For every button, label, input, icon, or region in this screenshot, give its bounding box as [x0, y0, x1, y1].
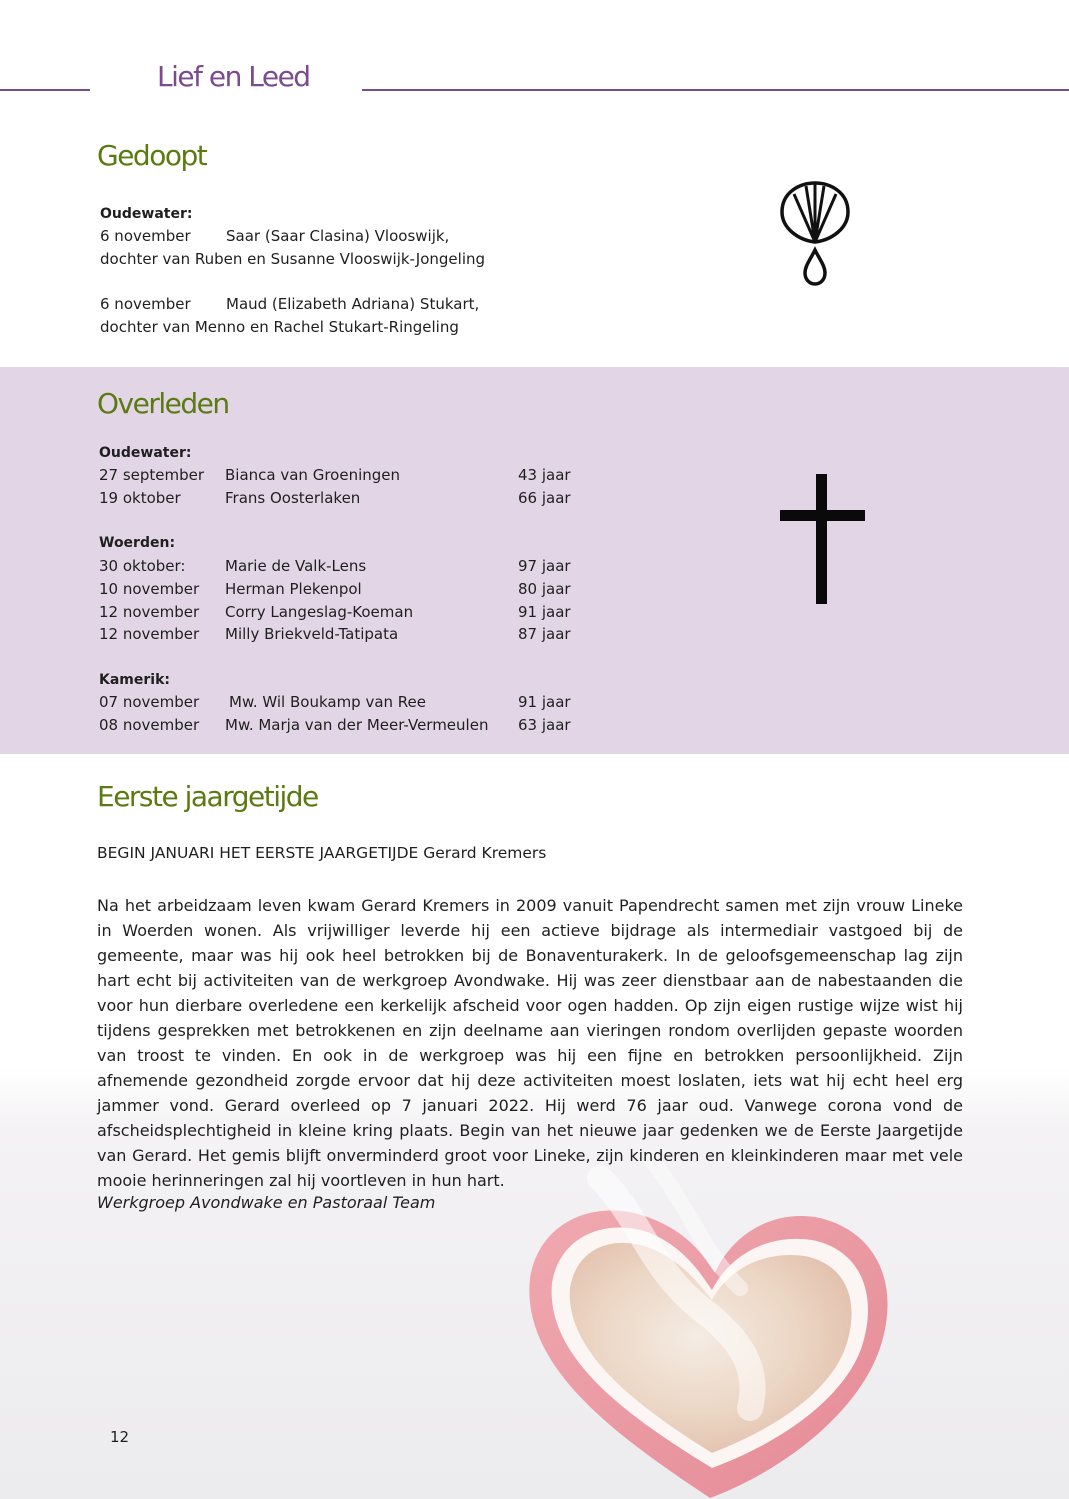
- gedoopt-date-1: 6 november: [100, 227, 191, 245]
- header-rule-left: [0, 89, 90, 91]
- gedoopt-parents-1: dochter van Ruben en Susanne Vlooswijk-Jongeling: [100, 250, 486, 268]
- overleden-name: Milly Briekveld-Tatipata: [225, 625, 399, 643]
- overleden-name: Frans Oosterlaken: [225, 489, 361, 507]
- overleden-age: 91 jaar: [518, 603, 571, 621]
- overleden-name: Bianca van Groeningen: [225, 466, 401, 484]
- gedoopt-parents-2: dochter van Menno en Rachel Stukart-Ringeling: [100, 318, 459, 336]
- overleden-location-woerden: Woerden:: [99, 535, 176, 551]
- section-title-gedoopt: Gedoopt: [97, 139, 207, 172]
- overleden-age: 91 jaar: [518, 693, 571, 711]
- overleden-date: 07 november: [99, 693, 200, 711]
- overleden-date: 19 oktober: [99, 489, 181, 507]
- overleden-name: Marie de Valk-Lens: [225, 557, 367, 575]
- overleden-date: 12 november: [99, 603, 200, 621]
- cross-icon: [778, 472, 866, 606]
- overleden-name: Mw. Wil Boukamp van Ree: [229, 693, 427, 711]
- shell-drop-icon: [776, 180, 854, 286]
- gedoopt-name-1: Saar (Saar Clasina) Vlooswijk,: [226, 227, 450, 245]
- gedoopt-date-2: 6 november: [100, 295, 191, 313]
- overleden-name: Mw. Marja van der Meer-Vermeulen: [225, 716, 489, 734]
- overleden-name: Herman Plekenpol: [225, 580, 362, 598]
- jaargetijde-body: Na het arbeidzaam leven kwam Gerard Kremers in 2009 vanuit Papendrecht samen met zijn vrouw Lineke in Woerden wonen. Als vrijwilliger leverde hij een actieve bijdrage als intermediair vastgoed bij de gemeente, maar was hij ook heel betrokken bij de Bonaventurakerk. In de geloofsgemeenschap lag zijn hart echt bij activiteiten van de werkgroep Avondwake. Hij was zeer dienstbaar aan de nabestaanden die voor hun dierbare overledene een kerkelijk afscheid voor ogen hadden. Op zijn eigen rustige wijze wist hij tijdens gesprekken met betrokkenen en zijn deelname aan vieringen rondom overlijden gepaste woorden van troost te vinden. En ook in de werkgroep was hij een fijne en betrokken persoonlijkheid. Zijn afnemende gezondheid zorgde ervoor dat hij deze activiteiten moest loslaten, iets wat hij echt heel erg jammer vond. Gerard overleed op 7 januari 2022. Hij werd 76 jaar oud. Vanwege corona vond de afscheidsplechtigheid in kleine kring plaats. Begin van het nieuwe jaar gedenken we de Eerste Jaargetijde van Gerard. Het gemis blijft onverminderd groot voor Lineke, zijn kinderen en kleinkinderen maar met vele mooie herinneringen zal hij voortleven in hun hart.: [97, 896, 963, 1190]
- overleden-age: 97 jaar: [518, 557, 571, 575]
- overleden-date: 12 november: [99, 625, 200, 643]
- jaargetijde-intro: BEGIN JANUARI HET EERSTE JAARGETIJDE Gerard Kremers: [97, 844, 547, 862]
- overleden-age: 66 jaar: [518, 489, 571, 507]
- section-title-jaargetijde: Eerste jaargetijde: [97, 780, 318, 813]
- gedoopt-name-2: Maud (Elizabeth Adriana) Stukart,: [226, 295, 480, 313]
- overleden-location-kamerik: Kamerik:: [99, 672, 170, 688]
- section-title-overleden: Overleden: [97, 387, 229, 420]
- page-number: 12: [110, 1428, 130, 1446]
- overleden-location-oudewater: Oudewater:: [99, 445, 192, 461]
- jaargetijde-signature: Werkgroep Avondwake en Pastoraal Team: [97, 1193, 436, 1212]
- overleden-age: 63 jaar: [518, 716, 571, 734]
- overleden-age: 80 jaar: [518, 580, 571, 598]
- header-rule-right: [362, 89, 1069, 91]
- gedoopt-location: Oudewater:: [100, 206, 193, 222]
- overleden-name: Corry Langeslag-Koeman: [225, 603, 414, 621]
- header-title: Lief en Leed: [157, 60, 310, 93]
- overleden-age: 43 jaar: [518, 466, 571, 484]
- overleden-date: 27 september: [99, 466, 205, 484]
- overleden-date: 10 november: [99, 580, 200, 598]
- overleden-date: 08 november: [99, 716, 200, 734]
- overleden-date: 30 oktober:: [99, 557, 186, 575]
- overleden-age: 87 jaar: [518, 625, 571, 643]
